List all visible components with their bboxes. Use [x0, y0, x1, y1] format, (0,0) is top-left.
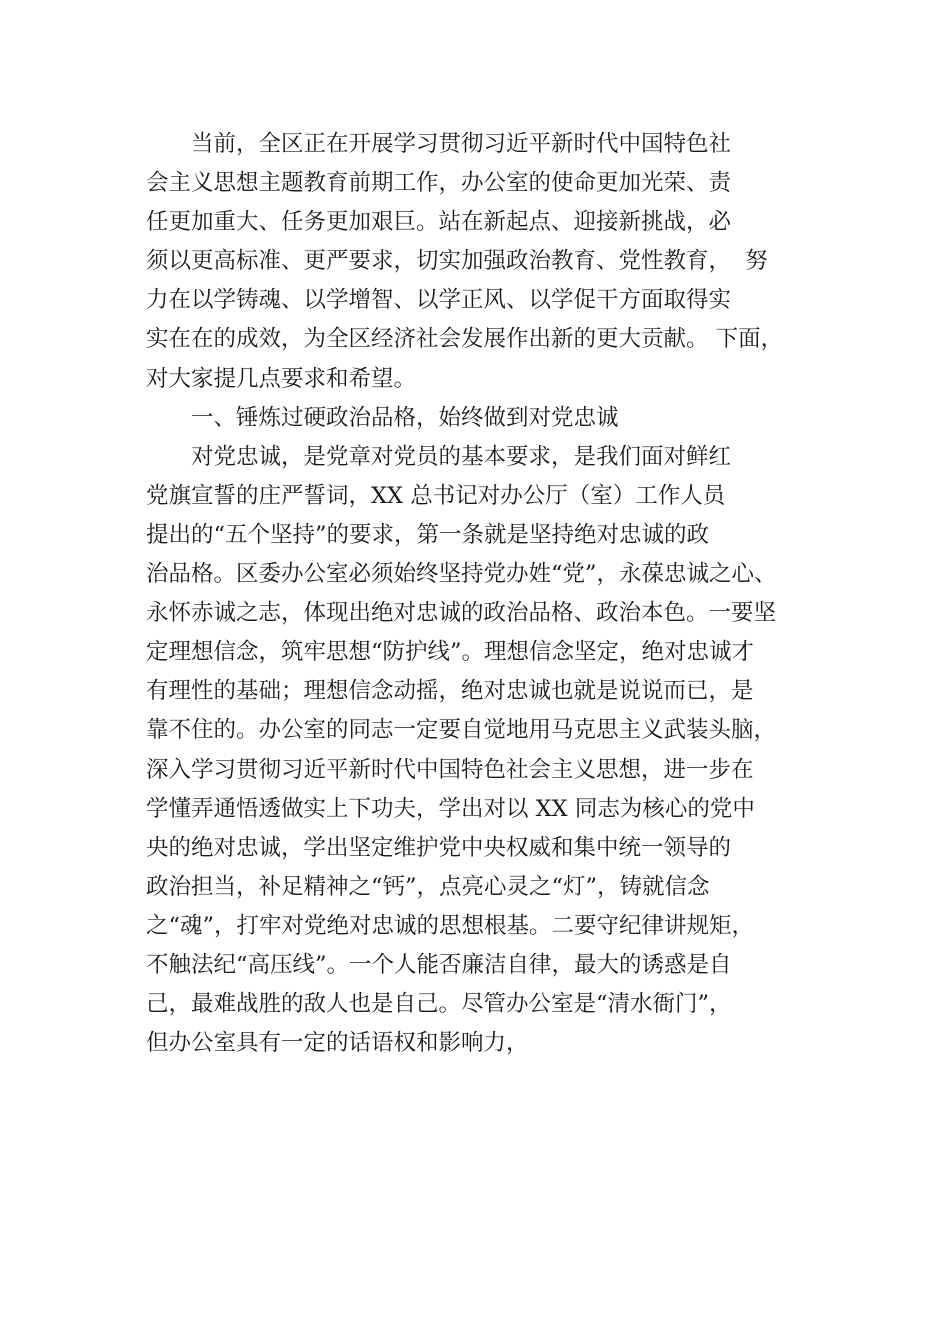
text-line: 有理性的基础；理想信念动摇，绝对忠诚也就是说说而已，是 [146, 678, 754, 705]
text-line: 政治担当，补足精神之“钙”，点亮心灵之“灯”，铸就信念 [146, 873, 710, 900]
text-line: 定理想信念，筑牢思想“防护线”。理想信念坚定，绝对忠诚才 [146, 639, 755, 666]
text-line: 靠不住的。办公室的同志一定要自觉地用马克思主义武装头脑， [146, 717, 777, 744]
text-line: 但办公室具有一定的话语权和影响力， [146, 1030, 529, 1057]
text-line: 党旗宣誓的庄严誓词，XX 总书记对办公厅（室）工作人员 [146, 482, 726, 509]
text-line: 对大家提几点要求和希望。 [146, 365, 417, 392]
text-line: 任更加重大、任务更加艰巨。站在新起点、迎接新挑战，必 [146, 209, 732, 236]
text-line: 不触法纪“高压线”。一个人能否廉洁自律，最大的诱惑是自 [146, 951, 732, 978]
document-body [146, 125, 836, 1063]
text-line: 己，最难战胜的敌人也是自己。尽管办公室是“清水衙门”， [146, 991, 732, 1018]
text-line: 永怀赤诚之志，体现出绝对忠诚的政治品格、政治本色。一要坚 [146, 600, 777, 627]
text-line: 须以更高标准、更严要求，切实加强政治教育、党性教育， 努 [146, 248, 768, 275]
text-line: 对党忠诚，是党章对党员的基本要求，是我们面对鲜红 [146, 443, 732, 470]
text-line: 央的绝对忠诚，学出坚定维护党中央权威和集中统一领导的 [146, 834, 732, 861]
text-line: 之“魂”，打牢对党绝对忠诚的思想根基。二要守纪律讲规矩， [146, 912, 755, 939]
text-line: 力在以学铸魂、以学增智、以学正风、以学促干方面取得实 [146, 287, 732, 314]
text-line: 深入学习贯彻习近平新时代中国特色社会主义思想，进一步在 [146, 756, 754, 783]
text-line: 会主义思想主题教育前期工作，办公室的使命更加光荣、责 [146, 170, 732, 197]
text-line: 学懂弄通悟透做实上下功夫，学出对以 XX 同志为核心的党中 [146, 795, 755, 822]
text-line: 治品格。区委办公室必须始终坚持党办姓“党”，永葆忠诚之心、 [146, 561, 777, 588]
section-heading: 一、锤炼过硬政治品格，始终做到对党忠诚 [146, 404, 619, 431]
text-line: 提出的“五个坚持”的要求，第一条就是坚持绝对忠诚的政 [146, 521, 710, 548]
text-line: 实在在的成效，为全区经济社会发展作出新的更大贡献。 下面， [146, 326, 784, 353]
text-line: 当前，全区正在开展学习贯彻习近平新时代中国特色社 [146, 131, 732, 157]
